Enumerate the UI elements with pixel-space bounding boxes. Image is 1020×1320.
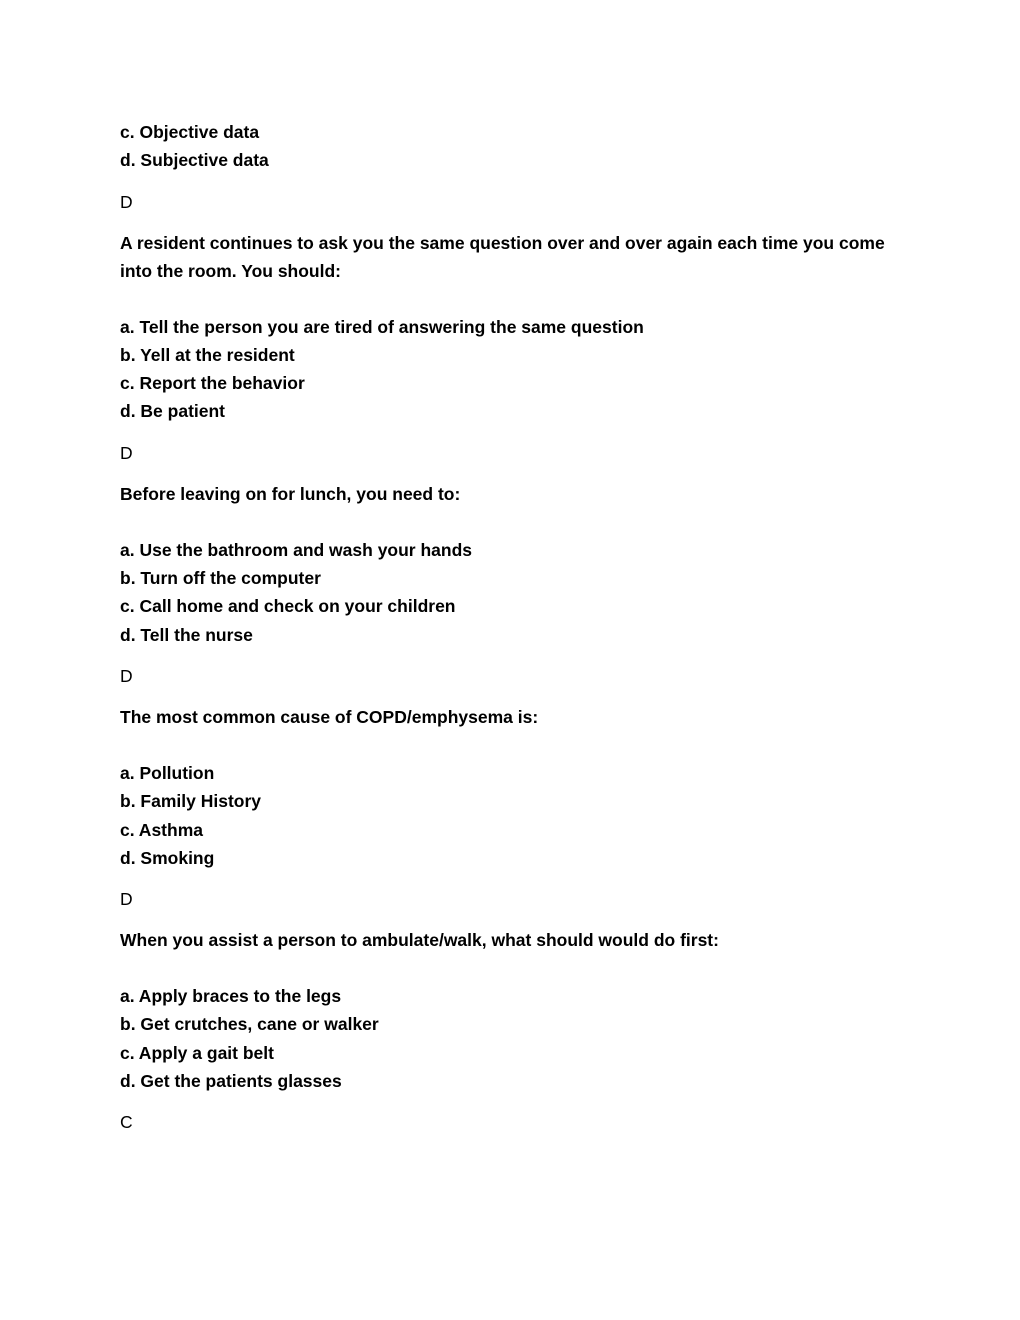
question-block-1 [120, 229, 900, 467]
option-b: b. Get crutches, cane or walker [120, 1014, 379, 1035]
option-d: d. Be patient [120, 401, 226, 422]
question-block-2 [120, 480, 900, 690]
option-b: b. Family History [120, 791, 262, 812]
lead-in-block [120, 118, 900, 216]
answer-key: C [120, 1112, 133, 1133]
answer-key: D [120, 191, 133, 212]
option-a: a. Use the bathroom and wash your hands [120, 539, 473, 560]
document-content [120, 118, 900, 1149]
option-b: b. Yell at the resident [120, 344, 295, 365]
question-block-4 [120, 926, 900, 1136]
option-c: c. Report the behavior [120, 373, 305, 394]
answer-key: D [120, 665, 133, 686]
question-block-3 [120, 703, 900, 913]
option-c: c. Asthma [120, 819, 203, 840]
option-d: d. Tell the nurse [120, 624, 253, 645]
answer-key: D [120, 442, 133, 463]
option-c: c. Call home and check on your children [120, 596, 456, 617]
option-a: a. Pollution [120, 762, 215, 783]
option-d: d. Smoking [120, 847, 215, 868]
option-c: c. Objective data [120, 122, 260, 142]
question-text: A resident continues to ask you the same question over and over again each time you come into the room. You should: [120, 232, 885, 281]
answer-key: D [120, 889, 133, 910]
option-c: c. Apply a gait belt [120, 1042, 274, 1063]
option-a: a. Apply braces to the legs [120, 986, 342, 1007]
question-text: The most common cause of COPD/emphysema is: [120, 706, 539, 727]
question-text: When you assist a person to ambulate/walk, what should would do first: [120, 930, 719, 951]
option-d: d. Get the patients glasses [120, 1071, 342, 1092]
question-text: Before leaving on for lunch, you need to: [120, 483, 461, 504]
option-d: d. Subjective data [120, 150, 269, 171]
option-a: a. Tell the person you are tired of answering the same question [120, 316, 644, 337]
option-b: b. Turn off the computer [120, 568, 321, 589]
